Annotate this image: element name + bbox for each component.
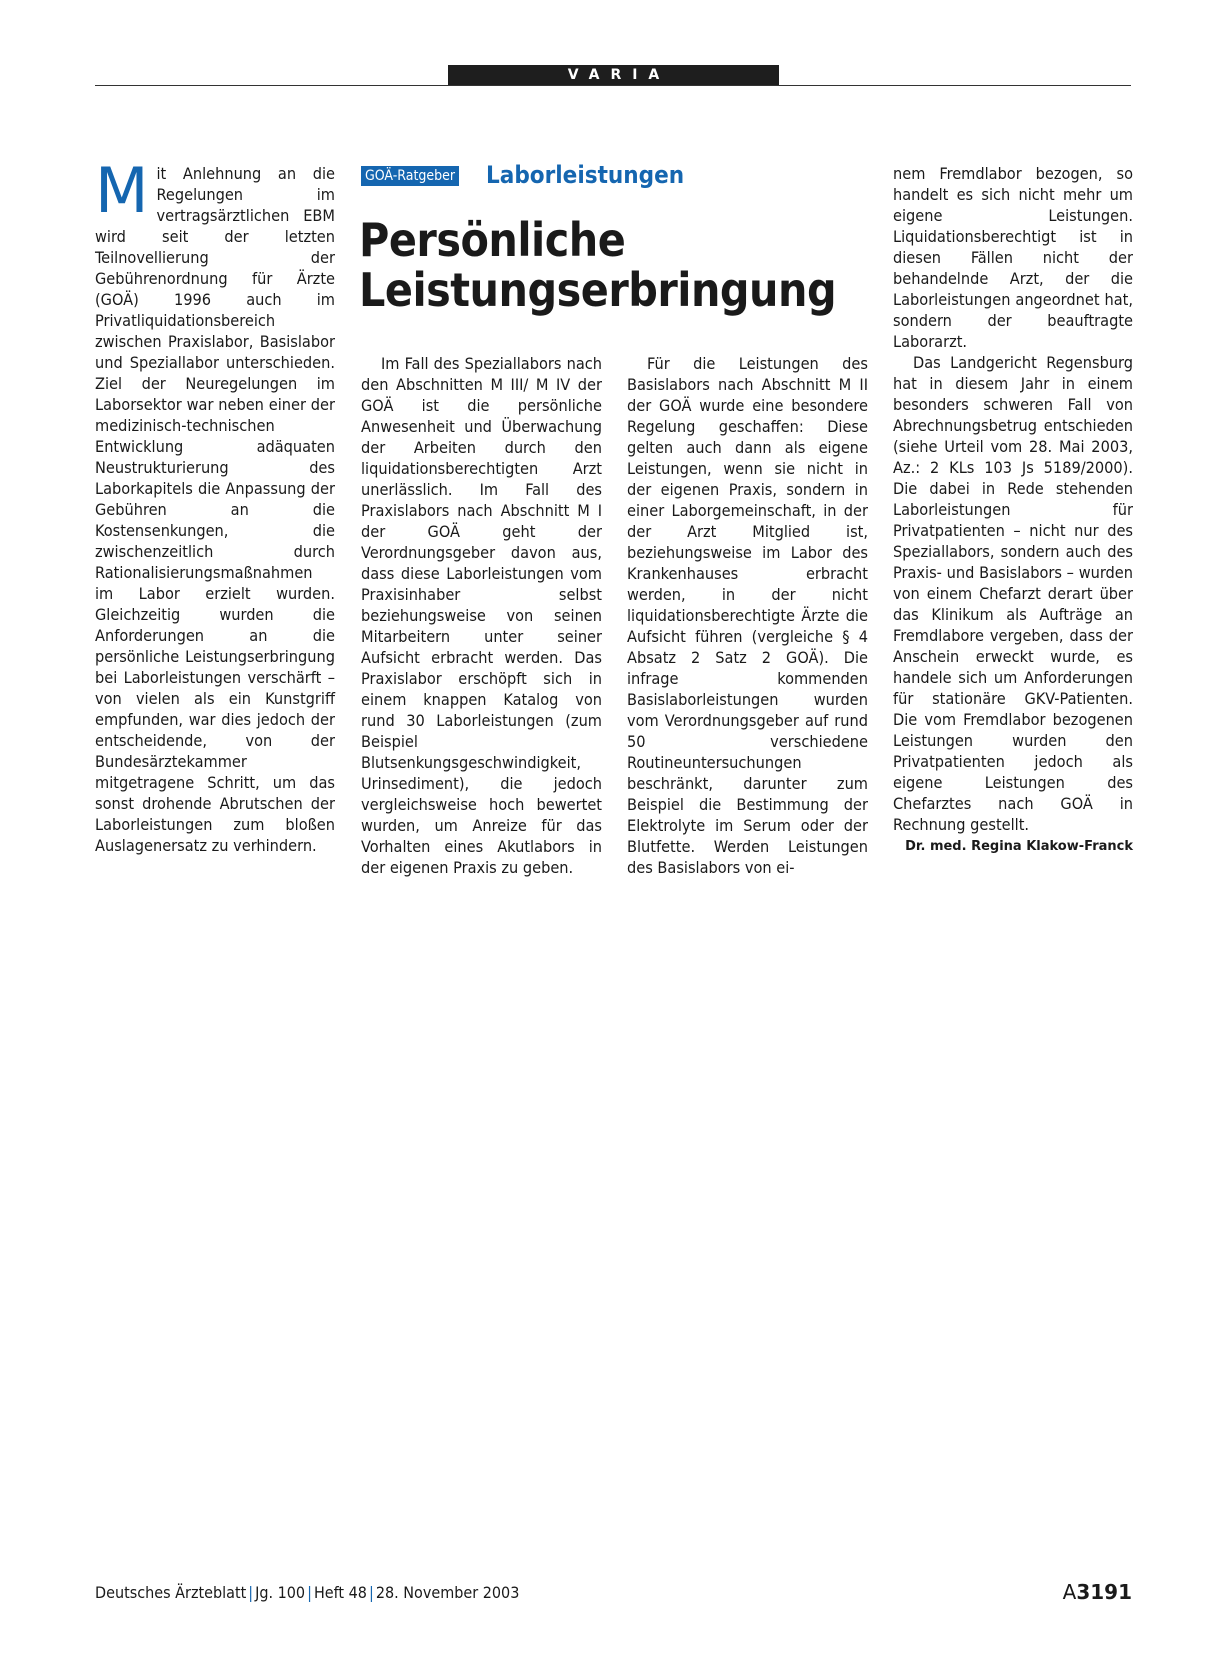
volume: Jg. 100	[255, 1583, 306, 1602]
footer-separator: |	[368, 1583, 374, 1602]
article-column-2	[361, 353, 602, 878]
article-column-3	[627, 353, 868, 878]
article-column-1	[95, 154, 335, 856]
headline	[359, 215, 859, 315]
headline-line-1: Persönliche	[359, 213, 626, 267]
issue-date: 28. November 2003	[375, 1583, 520, 1602]
body-paragraph: nem Fremdlabor bezogen, so handelt es sich nicht mehr um eigene Leistungen. Liquidationsberechtigt ist in diesen Fällen nicht der behandelnde Arzt, der die Laborleistungen angeordnet hat, sondern der beauftragte Laborarzt.	[893, 164, 1133, 351]
page-number-value: 3191	[1076, 1580, 1132, 1604]
body-paragraph: Das Landgericht Regensburg hat in diesem Jahr in einem besonders schweren Fall von Abrechnungsbetrug entschieden (siehe Urteil vom 28. Mai 2003, Az.: 2 KLs 103 Js 5189/2000). Die dabei in Rede stehenden Laborleistungen für Privatpatienten – nicht nur des Speziallabors, sondern auch des Praxis- und Basislabors – wurden von einem Chefarzt derart über das Klinikum als Aufträge an Fremdlabore vergeben, dass der Anschein erweckt wurde, es handele sich um Anforderungen für stationäre GKV-Patienten. Die vom Fremdlabor bezogenen Leistungen wurden den Privatpatienten jedoch als eigene Leistungen des Chefarztes nach GOÄ in Rechnung gestellt.	[893, 353, 1133, 834]
kicker-badge: GOÄ-Ratgeber	[361, 166, 459, 186]
journal-name: Deutsches Ärzteblatt	[95, 1583, 247, 1602]
article-column-4	[893, 163, 1133, 856]
footer-separator: |	[307, 1583, 312, 1602]
issue: Heft 48	[313, 1583, 367, 1602]
body-paragraph: Im Fall des Speziallabors nach den Abschnitten M III/ M IV der GOÄ ist die persönliche Anwesenheit und Überwachung der Arbeiten durch den liquidationsberechtigten Arzt unerlässlich. Im Fall des Praxislabors nach Abschnitt M I der GOÄ geht der Verordnungsgeber davon aus, dass diese Laborleistungen vom Praxisinhaber selbst beziehungsweise von seinen Mitarbeitern unter seiner Aufsicht erbracht werden. Das Praxislabor erschöpft sich in einem knappen Katalog von rund 30 Laborleistungen (zum Beispiel Blutsenkungsgeschwindigkeit, Urinsediment), die jedoch vergleichsweise hoch bewertet wurden, um Anreize für das Vorhalten eines Akutlabors in der eigenen Praxis zu geben.	[361, 354, 602, 877]
headline-line-2: Leistungserbringung	[359, 263, 837, 317]
header-rule	[95, 85, 1131, 86]
footer	[95, 1583, 519, 1603]
kicker: Laborleistungen	[486, 161, 685, 189]
dropcap: M	[95, 154, 149, 227]
body-paragraph: Für die Leistungen des Basislabors nach Abschnitt M II der GOÄ wurde eine besondere Regelung geschaffen: Diese gelten auch dann als eigene Leistungen, wenn sie nicht in der eigenen Praxis, sondern in einer Laborgemeinschaft, in der der Arzt Mitglied ist, beziehungsweise im Labor des Krankenhauses erbracht werden, in der nicht liquidationsberechtigte Ärzte die Aufsicht führen (vergleiche § 4 Absatz 2 Satz 2 GOÄ). Die infrage kommenden Basislaborleistungen wurden vom Verordnungsgeber auf rund 50 verschiedene Routineuntersuchungen beschränkt, darunter zum Beispiel die Bestimmung der Elektrolyte im Serum oder der Blutfette. Werden Leistungen des Basislabors von ei-	[627, 354, 868, 877]
author-byline: Dr. med. Regina Klakow-Franck	[905, 839, 1133, 854]
page-prefix: A	[1062, 1580, 1077, 1604]
section-label: VARIA	[448, 65, 779, 86]
intro-paragraph	[95, 154, 335, 856]
footer-separator: |	[248, 1583, 254, 1602]
intro-text: it Anlehnung an die Regelungen im vertragsärztlichen EBM wird seit der letzten Teilnovellierung der Gebührenordnung für Ärzte (GOÄ) 1996 auch im Privatliquidationsbereich zwischen Praxislabor, Basislabor und Speziallabor unterschieden. Ziel der Neuregelungen im Laborsektor war neben einer der medizinisch-technischen Entwicklung adäquaten Neustrukturierung des Laborkapitels die Anpassung der Gebühren an die Kostensenkungen, die zwischenzeitlich durch Rationalisierungsmaßnahmen im Labor erzielt wurden. Gleichzeitig wurden die Anforderungen an die persönliche Leistungserbringung bei Laborleistungen verschärft – von vielen als ein Kunstgriff empfunden, war dies jedoch der entscheidende, von der Bundesärztekammer mitgetragene Schritt, um das sonst drohende Abrutschen der Laborleistungen zum bloßen Auslagenersatz zu verhindern.	[95, 164, 335, 855]
page-number	[1063, 1580, 1132, 1604]
